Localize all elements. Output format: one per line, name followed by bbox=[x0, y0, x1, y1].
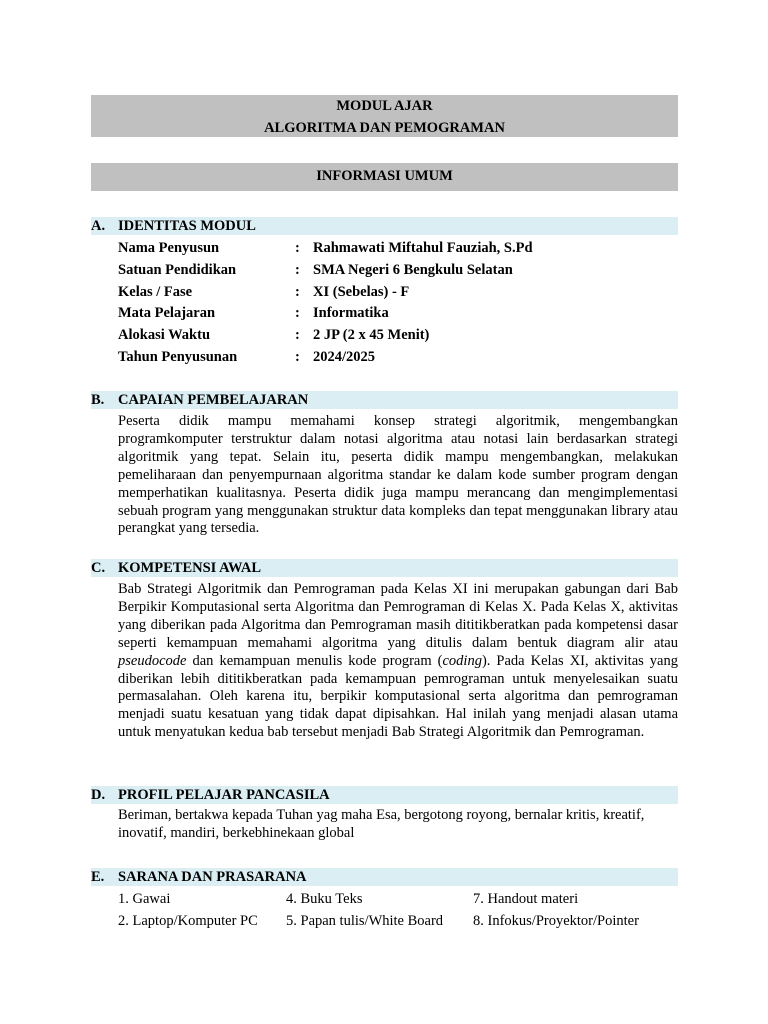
section-a-heading bbox=[91, 217, 678, 235]
learning-outcomes-text: Peserta didik mampu memahami konsep strategi algoritmik, mengembangkan programkomputer terstruktur dalam notasi algoritma atau notasi lain berdasarkan strategi algoritmik yang tepat. Selain itu, peserta didik mampu mengembangkan, melakukan pemeliharaan dan penyempurnaan algoritma standar ke dalam kode sumber program dengan memperhatikan kualitasnya. Peserta didik juga mampu merancang dan mengimplementasi sebuah program yang menggunakan struktur data kompleks dan tepat menggunakan library atau perangkat yang tersedia. bbox=[118, 413, 678, 537]
section-e-heading bbox=[91, 868, 678, 886]
facilities-row bbox=[118, 910, 678, 932]
identity-value: XI (Sebelas) - F bbox=[313, 284, 410, 300]
initial-competence-part: dan kemampuan menulis kode program ( bbox=[186, 652, 443, 669]
initial-competence-part: Bab Strategi Algoritmik dan Pemrograman pada Kelas XI ini merupakan gabungan dari Bab Berpikir Komputasional serta Algoritma dan Pemrograman di Kelas X. Pada Kelas X, aktivitas yang diberikan pada Algoritma dan Pemrograman masih dititikberatkan pada kompetensi dasar seperti kemampuan memahami algoritma yang ditulis dalam bentuk diagram alir atau bbox=[118, 581, 678, 651]
facility-item: 5. Papan tulis/White Board bbox=[286, 913, 444, 929]
section-d-letter: D. bbox=[91, 787, 106, 803]
identity-key: Mata Pelajaran bbox=[118, 305, 216, 321]
section-d-title: PROFIL PELAJAR PANCASILA bbox=[118, 787, 330, 803]
facilities-row bbox=[118, 888, 678, 910]
identity-key: Satuan Pendidikan bbox=[118, 262, 237, 278]
identity-value: SMA Negeri 6 Bengkulu Selatan bbox=[313, 262, 513, 278]
identity-value: Rahmawati Miftahul Fauziah, S.Pd bbox=[313, 240, 533, 256]
pancasila-profile-text: Beriman, bertakwa kepada Tuhan yag maha Esa, bergotong royong, bernalar kritis, kreatif, inovatif, mandiri, berkebhinekaan global bbox=[118, 807, 645, 841]
section-e-letter: E. bbox=[91, 869, 105, 885]
facilities-list bbox=[118, 888, 678, 932]
identity-key: Nama Penyusun bbox=[118, 240, 220, 256]
section-b-heading bbox=[91, 391, 678, 409]
module-title: MODUL AJAR bbox=[336, 98, 433, 114]
section-b-title: CAPAIAN PEMBELAJARAN bbox=[118, 392, 309, 408]
initial-competence-text bbox=[118, 581, 678, 742]
identity-value: 2024/2025 bbox=[313, 349, 376, 365]
initial-competence-part: ). Pada Kelas XI, aktivitas yang diberikan lebih dititikberatkan pada kemampuan pemrograman untuk menyelesaikan suatu permasalahan. Oleh karena itu, berpikir komputasional serta algoritma dan pemrograman menjadi suatu kesatuan yang tidak dapat dipisahkan. Hal inilah yang menjadi alasan utama untuk menyatukan kedua bab tersebut menjadi Bab Strategi Algoritmik dan Pemrograman. bbox=[118, 652, 678, 741]
identity-row bbox=[118, 324, 678, 346]
section-c-letter: C. bbox=[91, 560, 106, 576]
identity-key: Kelas / Fase bbox=[118, 284, 193, 300]
identity-separator: : bbox=[295, 349, 300, 365]
identity-row bbox=[118, 259, 678, 281]
general-info-title: INFORMASI UMUM bbox=[316, 168, 453, 184]
identity-row bbox=[118, 281, 678, 303]
identity-value: 2 JP (2 x 45 Menit) bbox=[313, 327, 430, 343]
identity-separator: : bbox=[295, 305, 300, 321]
section-a-letter: A. bbox=[91, 218, 106, 234]
module-title-banner bbox=[91, 95, 678, 137]
section-e-title: SARANA DAN PRASARANA bbox=[118, 869, 307, 885]
identity-separator: : bbox=[295, 240, 300, 256]
facility-item: 4. Buku Teks bbox=[286, 891, 363, 907]
identity-key: Tahun Penyusunan bbox=[118, 349, 238, 365]
section-d-heading bbox=[91, 786, 678, 804]
initial-competence-italic: pseudocode bbox=[118, 652, 187, 669]
facility-item: 2. Laptop/Komputer PC bbox=[118, 913, 258, 929]
module-subtitle: ALGORITMA DAN PEMOGRAMAN bbox=[264, 120, 505, 136]
identity-row bbox=[118, 302, 678, 324]
identity-row bbox=[118, 237, 678, 259]
identity-key: Alokasi Waktu bbox=[118, 327, 211, 343]
identity-value: Informatika bbox=[313, 305, 389, 321]
section-b-letter: B. bbox=[91, 392, 105, 408]
section-a-title: IDENTITAS MODUL bbox=[118, 218, 256, 234]
general-info-banner bbox=[91, 163, 678, 191]
identity-separator: : bbox=[295, 262, 300, 278]
section-c-heading bbox=[91, 559, 678, 577]
identity-separator: : bbox=[295, 284, 300, 300]
identity-separator: : bbox=[295, 327, 300, 343]
facility-item: 8. Infokus/Proyektor/Pointer bbox=[473, 913, 639, 929]
initial-competence-italic: coding bbox=[442, 652, 482, 669]
facility-item: 1. Gawai bbox=[118, 891, 171, 907]
facility-item: 7. Handout materi bbox=[473, 891, 579, 907]
section-c-title: KOMPETENSI AWAL bbox=[118, 560, 262, 576]
identity-row bbox=[118, 346, 678, 368]
